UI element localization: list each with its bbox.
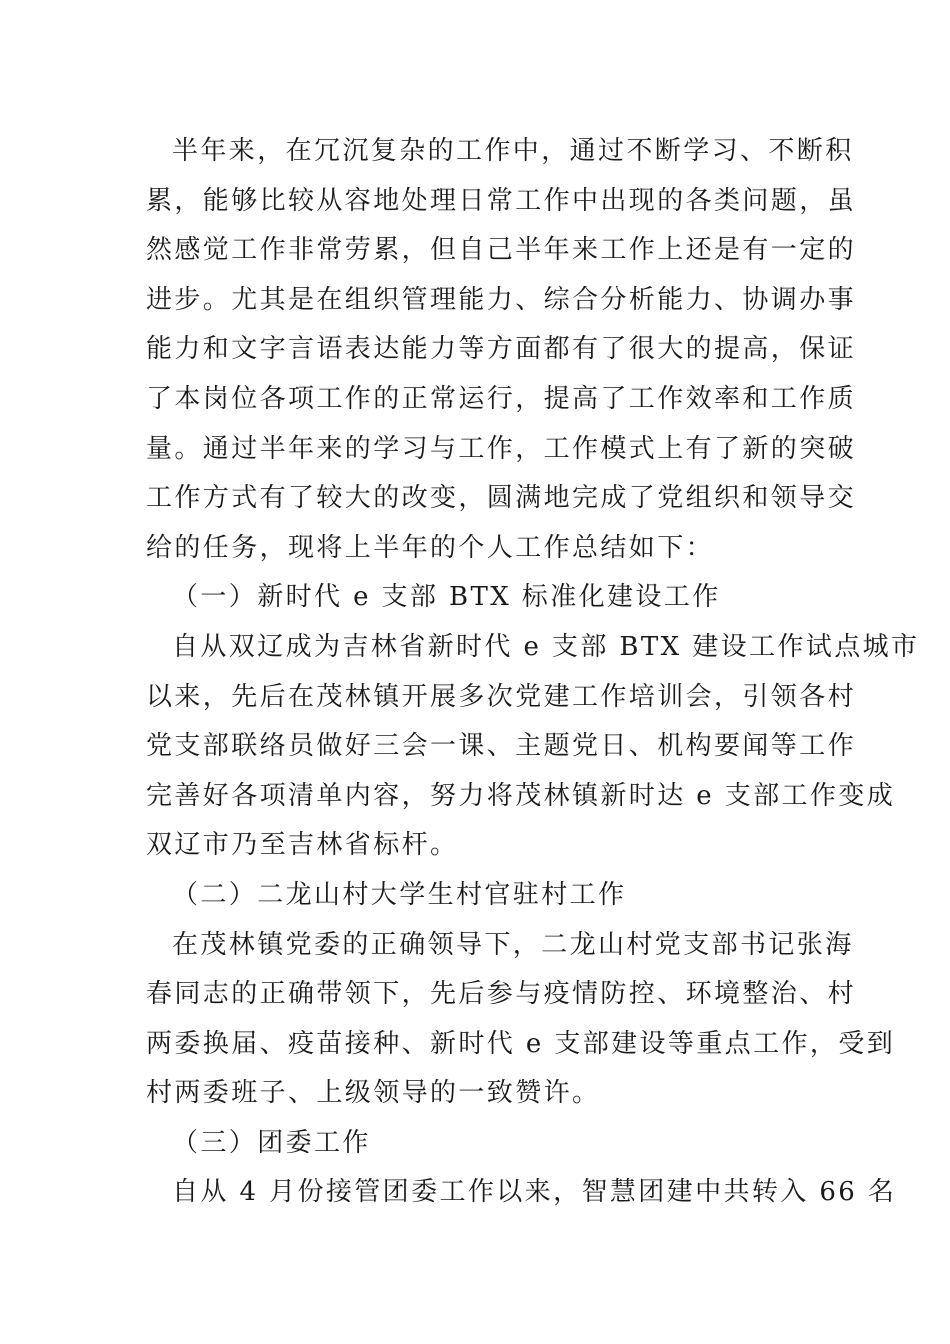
text-line: 然感觉工作非常劳累，但自己半年来工作上还是有一定的	[146, 235, 857, 266]
section-1-paragraph	[146, 623, 920, 871]
document-body	[146, 127, 920, 1218]
section-heading-2	[146, 871, 806, 921]
text-line: 村两委班子、上级领导的一致赞许。	[146, 1078, 601, 1109]
section-3-paragraph	[146, 1168, 897, 1218]
text-line: （三）团委工作	[172, 1127, 371, 1158]
text-line: （一）新时代 e 支部 BTX 标准化建设工作	[172, 582, 721, 613]
text-line: 能力和文字言语表达能力等方面都有了很大的提高，保证	[146, 334, 857, 365]
text-line: 自从 4 月份接管团委工作以来，智慧团建中共转入 66 名	[172, 1177, 897, 1208]
text-line: 量。通过半年来的学习与工作，工作模式上有了新的突破	[146, 433, 857, 464]
text-line: 进步。尤其是在组织管理能力、综合分析能力、协调办事	[146, 284, 857, 315]
text-line: 累，能够比较从容地处理日常工作中出现的各类问题，虽	[146, 185, 857, 216]
text-line: 给的任务，现将上半年的个人工作总结如下：	[146, 532, 715, 563]
text-line: 在茂林镇党委的正确领导下，二龙山村党支部书记张海	[172, 929, 854, 960]
text-line: 了本岗位各项工作的正常运行，提高了工作效率和工作质	[146, 383, 857, 414]
text-line: （二）二龙山村大学生村官驻村工作	[172, 879, 627, 910]
section-heading-3	[146, 1119, 806, 1169]
text-line: 自从双辽成为吉林省新时代 e 支部 BTX 建设工作试点城市	[172, 631, 920, 662]
text-line: 工作方式有了较大的改变，圆满地完成了党组织和领导交	[146, 483, 857, 514]
text-line: 以来，先后在茂林镇开展多次党建工作培训会，引领各村	[146, 681, 857, 712]
text-line: 双辽市乃至吉林省标杆。	[146, 830, 459, 861]
text-line: 完善好各项清单内容，努力将茂林镇新时达 e 支部工作变成	[146, 780, 896, 811]
text-line: 半年来，在冗沉复杂的工作中，通过不断学习、不断积	[172, 136, 854, 166]
section-2-paragraph	[146, 921, 896, 1119]
section-heading-1	[146, 573, 806, 623]
intro-paragraph	[146, 127, 857, 573]
text-line: 春同志的正确带领下，先后参与疫情防控、环境整治、村	[146, 979, 857, 1010]
text-line: 两委换届、疫苗接种、新时代 e 支部建设等重点工作，受到	[146, 1028, 896, 1059]
text-line: 党支部联络员做好三会一课、主题党日、机构要闻等工作	[146, 731, 857, 762]
